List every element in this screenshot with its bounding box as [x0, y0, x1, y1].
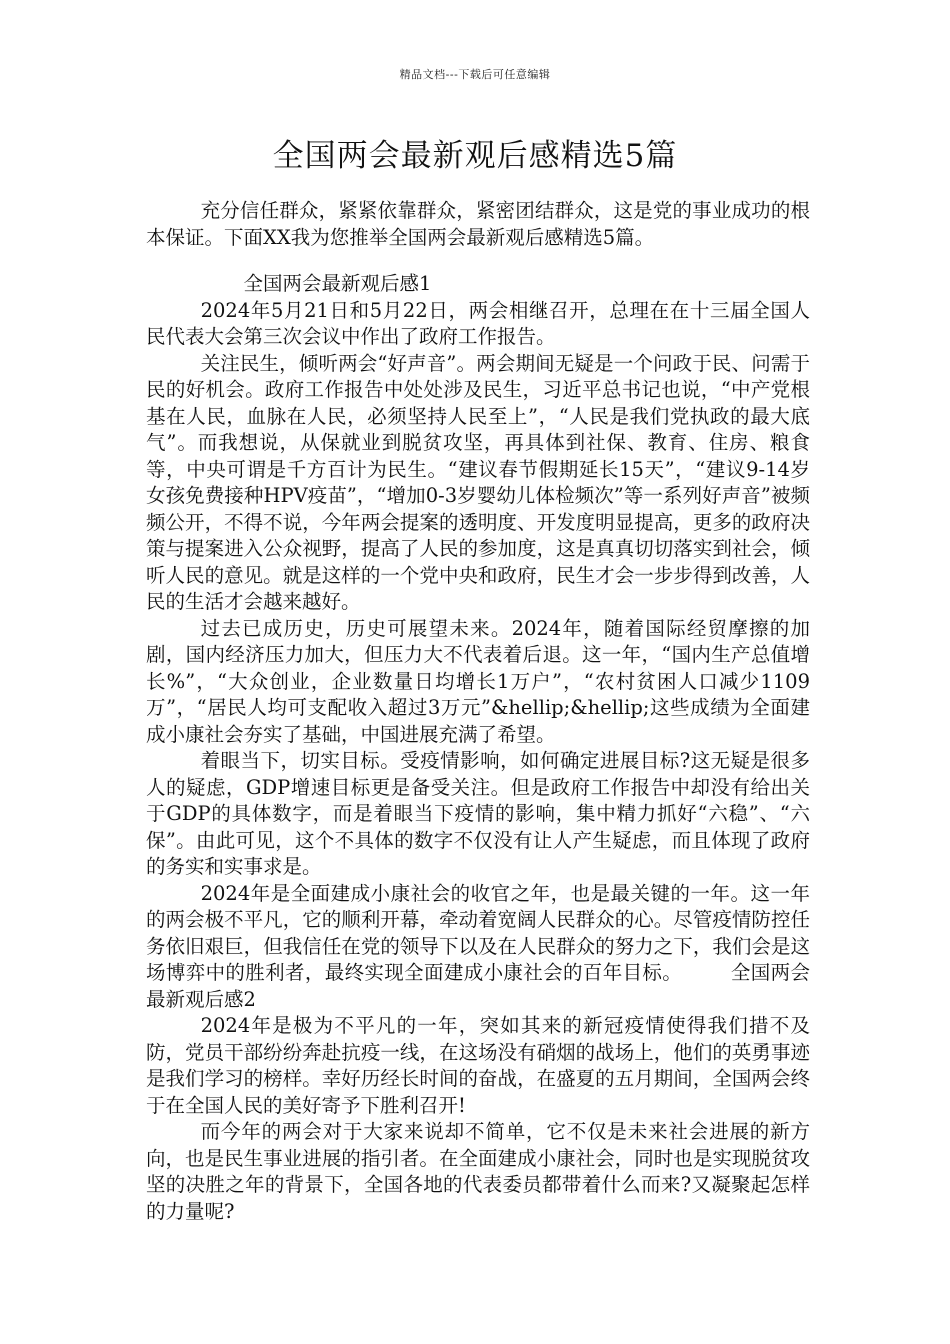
body-paragraph: 过去已成历史，历史可展望未来。2024年，随着国际经贸摩擦的加剧，国内经济压力加大，但压力大不代表着后退。这一年，“国内生产总值增长%”，“大众创业，企业数量日均增长1万户”，“农村贫困人口减少1109万”，“居民人均可支配收入超过3万元”&hellip;&hellip;这些成绩为全面建成小康社会夯实了基础，中国进展充满了希望。 [146, 616, 810, 746]
section-heading-2: 全国两会最新观后感2 [146, 961, 810, 1011]
body-paragraph: 关注民生，倾听两会“好声音”。两会期间无疑是一个问政于民、问需于民的好机会。政府工作报告中处处涉及民生，习近平总书记也说，“中产党根基在人民，血脉在人民，必须坚持人民至上”，“人民是我们党执政的最大底气”。而我想说，从保就业到脱贫攻坚，再具体到社保、教育、住房、粮食等，中央可谓是千方百计为民生。“建议春节假期延长15天”，“建议9-14岁女孩免费接种HPV疫苗”，“增加0-3岁婴幼儿体检频次”等一系列好声音”被频频公开，不得不说，今年两会提案的透明度、开发度明显提高，更多的政府决策与提案进入公众视野，提高了人民的参加度，这是真真切切落实到社会，倾听人民的意见。就是这样的一个党中央和政府，民生才会一步步得到改善，人民的生活才会越来越好。 [146, 351, 810, 613]
body-paragraph-text: 2024年是全面建成小康社会的收官之年，也是最关键的一年。这一年的两会极不平凡，它的顺利开幕，牵动着宽阔人民群众的心。尽管疫情防控任务依旧艰巨，但我信任在党的领导下以及在人民群众的努力之下，我们会是这场博弈中的胜利者，最终实现全面建成小康社会的百年目标。 [146, 881, 810, 984]
body-paragraph: 着眼当下，切实目标。受疫情影响，如何确定进展目标?这无疑是很多人的疑虑，GDP增速目标更是备受关注。但是政府工作报告中却没有给出关于GDP的具体数字，而是着眼当下疫情的影响，集中精力抓好“六稳”、“六保”。由此可见，这个不具体的数字不仅没有让人产生疑虑，而且体现了政府的务实和实事求是。 [146, 749, 810, 878]
body-paragraph: 2024年是极为不平凡的一年，突如其来的新冠疫情使得我们措不及防，党员干部纷纷奔赴抗疫一线，在这场没有硝烟的战场上，他们的英勇事迹是我们学习的榜样。幸好历经长时间的奋战，在盛夏的五月期间，全国两会终于在全国人民的美好寄予下胜利召开! [146, 1014, 810, 1117]
header-note: 精品文档---下载后可任意编辑 [399, 68, 551, 81]
body-paragraph-with-heading [146, 881, 810, 1014]
document-body [146, 198, 810, 1225]
document-title: 全国两会最新观后感精选5篇 [272, 138, 678, 174]
section-heading-1: 全国两会最新观后感1 [243, 272, 432, 295]
body-paragraph: 2024年5月21日和5月22日，两会相继召开，总理在在十三届全国人民代表大会第三次会议中作出了政府工作报告。 [146, 298, 810, 348]
intro-paragraph: 充分信任群众，紧紧依靠群众，紧密团结群众，这是党的事业成功的根本保证。下面XX我为您推举全国两会最新观后感精选5篇。 [146, 199, 810, 249]
body-paragraph: 而今年的两会对于大家来说却不简单，它不仅是未来社会进展的新方向，也是民生事业进展的指引者。在全面建成小康社会，同时也是实现脱贫攻坚的决胜之年的背景下，全国各地的代表委员都带着什么而来?又凝聚起怎样的力量呢? [146, 1120, 810, 1223]
